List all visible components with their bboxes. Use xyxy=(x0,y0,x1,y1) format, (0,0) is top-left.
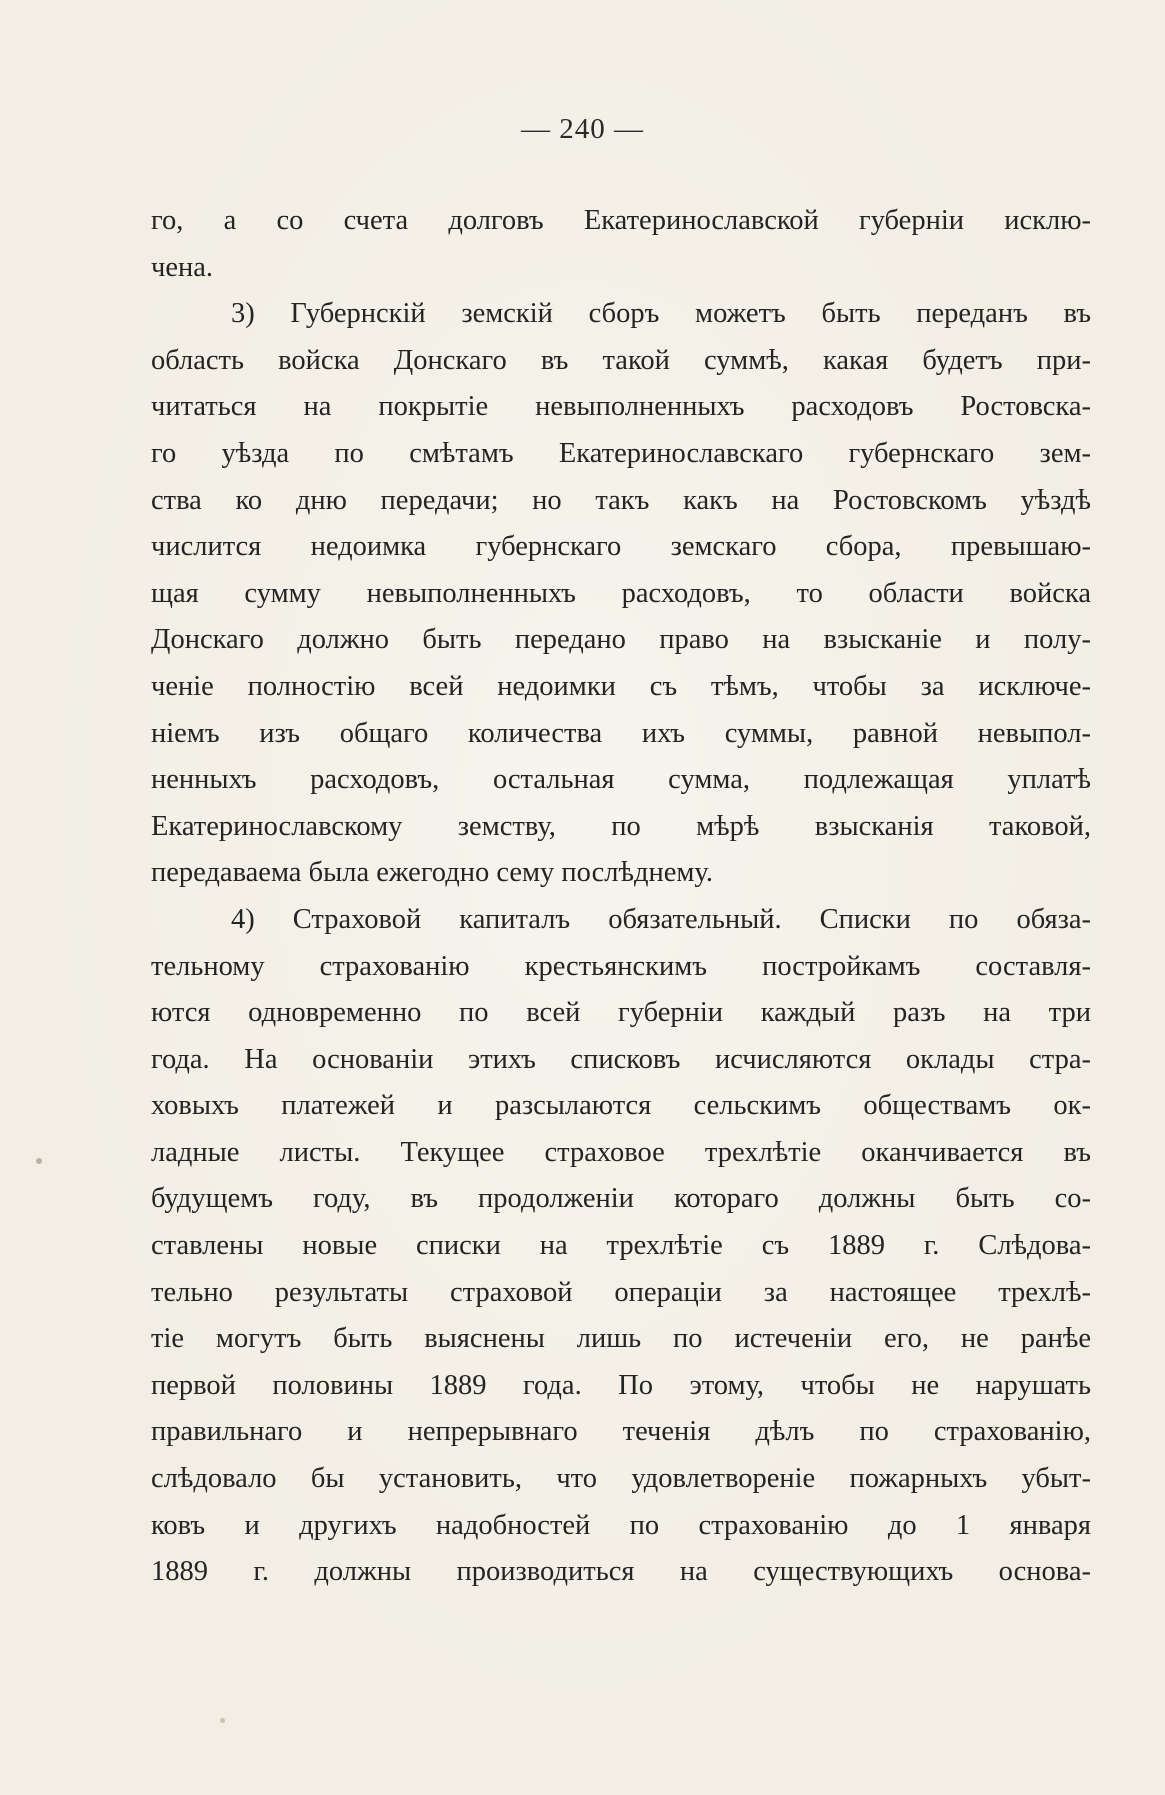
text-line: правильнаго и непрерывнаго теченія дѣлъ по страхованію, xyxy=(151,1416,1091,1448)
text-line: го уѣзда по смѣтамъ Екатеринославскаго губернскаго зем- xyxy=(151,437,1091,469)
text-line: ются одновременно по всей губерніи каждый разъ на три xyxy=(151,997,1091,1029)
text-line: числится недоимка губернскаго земскаго сбора, превышаю- xyxy=(151,531,1091,563)
margin-speck xyxy=(220,1718,225,1723)
paragraph-start-line: 4) Страховой капиталъ обязательный. Списки по обяза- xyxy=(231,903,1091,935)
text-line: передаваема была ежегодно сему послѣднему. xyxy=(151,857,713,889)
text-line: го, а со счета долговъ Екатеринославской губерніи исклю- xyxy=(151,205,1091,236)
text-line: ховыхъ платежей и разсылаются сельскимъ обществамъ ок- xyxy=(151,1090,1091,1122)
text-line: Екатеринославскому земству, по мѣрѣ взысканія таковой, xyxy=(151,810,1091,842)
text-line: первой половины 1889 года. По этому, чтобы не нарушать xyxy=(151,1369,1091,1401)
text-line: ставлены новые списки на трехлѣтіе съ 1889 г. Слѣдова- xyxy=(151,1230,1091,1262)
text-line: чена. xyxy=(151,251,214,283)
text-line: тельно результаты страховой операціи за настоящее трехлѣ- xyxy=(151,1276,1091,1308)
text-line: Донскаго должно быть передано право на взысканіе и полу- xyxy=(151,624,1091,656)
body-text xyxy=(151,198,1091,1596)
text-line: года. На основаніи этихъ списковъ исчисляются оклады стра- xyxy=(151,1043,1091,1075)
text-line: тіе могутъ быть выяснены лишь по истеченіи его, не ранѣе xyxy=(151,1323,1091,1355)
margin-speck xyxy=(36,1158,42,1164)
text-line: ства ко дню передачи; но такъ какъ на Ростовскомъ уѣздѣ xyxy=(151,484,1091,516)
text-line: будущемъ году, въ продолженіи котораго должны быть со- xyxy=(151,1183,1091,1215)
text-line: ковъ и другихъ надобностей по страхованію до 1 января xyxy=(151,1509,1091,1541)
page-number: — 240 — xyxy=(521,113,644,145)
text-line: ладные листы. Текущее страховое трехлѣтіе оканчивается въ xyxy=(151,1136,1091,1168)
text-line: читаться на покрытіе невыполненныхъ расходовъ Ростовска- xyxy=(151,391,1091,423)
text-line: ніемъ изъ общаго количества ихъ суммы, равной невыпол- xyxy=(151,717,1091,749)
text-line: ченіе полностію всей недоимки съ тѣмъ, чтобы за исключе- xyxy=(151,670,1091,702)
text-line: область войска Донскаго въ такой суммѣ, какая будетъ при- xyxy=(151,344,1091,376)
text-line: 1889 г. должны производиться на существующихъ основа- xyxy=(151,1556,1091,1588)
text-line: щая сумму невыполненныхъ расходовъ, то области войска xyxy=(151,577,1091,609)
text-line: слѣдовало бы установить, что удовлетвореніе пожарныхъ убыт- xyxy=(151,1463,1091,1495)
paragraph-start-line: 3) Губернскій земскій сборъ можетъ быть переданъ въ xyxy=(231,298,1091,330)
text-line: тельному страхованію крестьянскимъ постройкамъ составля- xyxy=(151,950,1091,982)
text-line: ненныхъ расходовъ, остальная сумма, подлежащая уплатѣ xyxy=(151,764,1091,796)
